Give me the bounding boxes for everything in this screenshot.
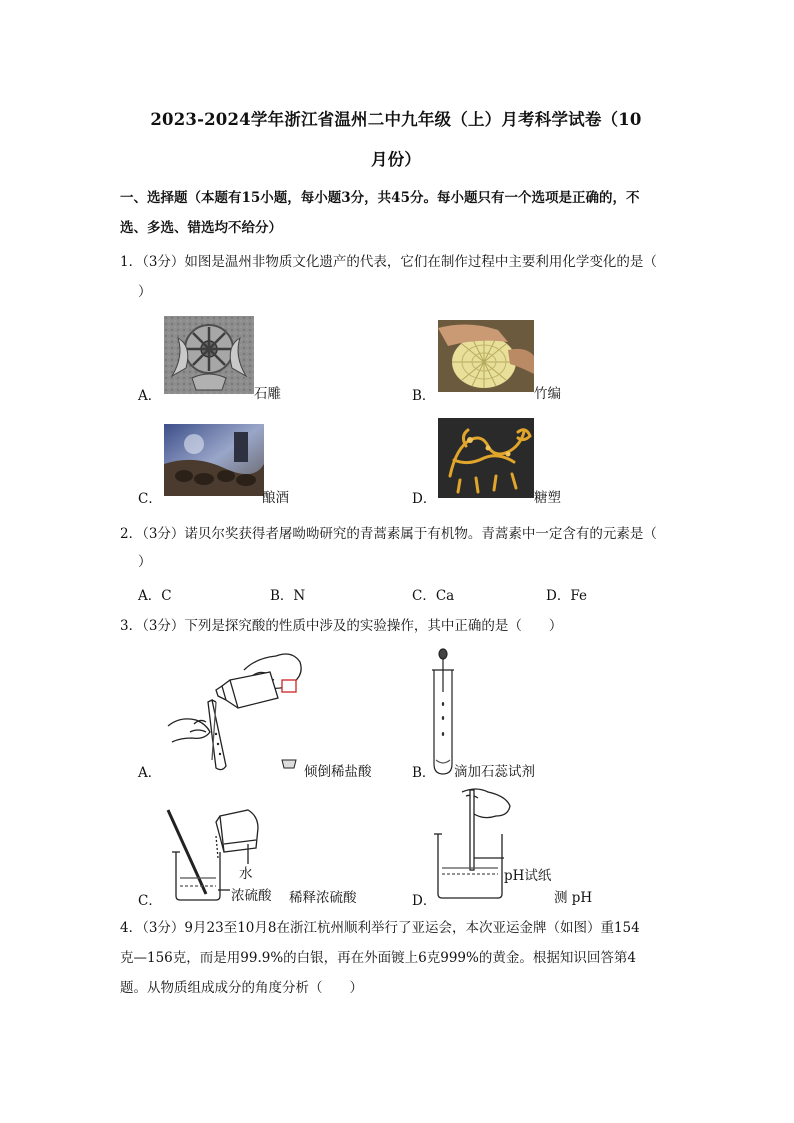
q2-option-a: A．C — [138, 588, 172, 604]
q3-option-c-caption: 稀释浓硫酸 — [289, 890, 357, 906]
q1-option-d-letter: D． — [412, 491, 437, 507]
page-title-line2: 月份） — [370, 150, 422, 169]
dropper-test-tube-illustration — [428, 646, 458, 778]
q3-option-d-letter: D． — [412, 893, 437, 909]
q1-option-d-caption: 糖塑 — [534, 490, 561, 506]
q3-option-d-caption: 测 pH — [554, 890, 593, 906]
section-heading-line2: 选、多选、错选均不给分） — [120, 220, 282, 236]
q1-stem: 1．（3分）如图是温州非物质文化遗产的代表，它们在制作过程中主要利用化学变化的是（ — [120, 254, 657, 270]
q3-option-a-caption: 倾倒稀盐酸 — [304, 764, 372, 780]
page-title-line1: 2023-2024学年浙江省温州二中九年级（上）月考科学试卷（10 — [150, 110, 642, 129]
q1-option-b-caption: 竹编 — [534, 386, 561, 402]
ph-test-illustration — [432, 786, 512, 902]
section-heading-line1: 一、选择题（本题有15小题，每小题3分，共45分。每小题只有一个选项是正确的，不 — [120, 190, 640, 206]
q1-option-a-caption: 石雕 — [254, 386, 281, 402]
pouring-acid-illustration — [160, 640, 310, 775]
q3-stem: 3．（3分）下列是探究酸的性质中涉及的实验操作，其中正确的是（ ） — [120, 618, 563, 634]
q1-option-c-caption: 酿酒 — [262, 490, 289, 506]
q4-stem-line3: 题。从物质组成成分的角度分析（ ） — [120, 980, 363, 996]
q4-stem-line1: 4．（3分）9月23至10月8在浙江杭州顺利举行了亚运会，本次亚运金牌（如图）重154 — [120, 920, 640, 936]
q3-option-b-caption: 滴加石蕊试剂 — [454, 764, 535, 780]
q1-option-b-letter: B． — [412, 388, 436, 404]
q2-option-c: C．Ca — [412, 588, 455, 604]
q3-option-d-label-ph-paper: pH试纸 — [504, 868, 552, 884]
q1-option-a-letter: A． — [138, 388, 162, 404]
bamboo-weaving-image — [438, 320, 534, 392]
q3-option-c-label-acid: 浓硫酸 — [231, 888, 272, 904]
q3-option-b-letter: B． — [412, 765, 436, 781]
q2-stem-close: ） — [138, 554, 152, 570]
q1-stem-close: ） — [138, 284, 152, 300]
q4-stem-line2: 克—156克，而是用99.9%的白银，再在外面镀上6克999%的黄金。根据知识回答第4 — [120, 950, 636, 966]
q2-option-d: D．Fe — [546, 588, 587, 604]
stone-carving-image — [164, 316, 254, 394]
q1-option-c-letter: C． — [138, 491, 162, 507]
sugar-sculpture-image — [438, 418, 534, 498]
q3-option-c-letter: C． — [138, 893, 162, 909]
q3-option-c-label-water: 水 — [239, 866, 253, 882]
q2-stem: 2．（3分）诺贝尔奖获得者屠呦呦研究的青蒿素属于有机物。青蒿素中一定含有的元素是（ — [120, 526, 657, 542]
wine-brewing-image — [164, 424, 264, 496]
q3-option-a-letter: A． — [138, 765, 162, 781]
q2-option-b: B．N — [270, 588, 306, 604]
